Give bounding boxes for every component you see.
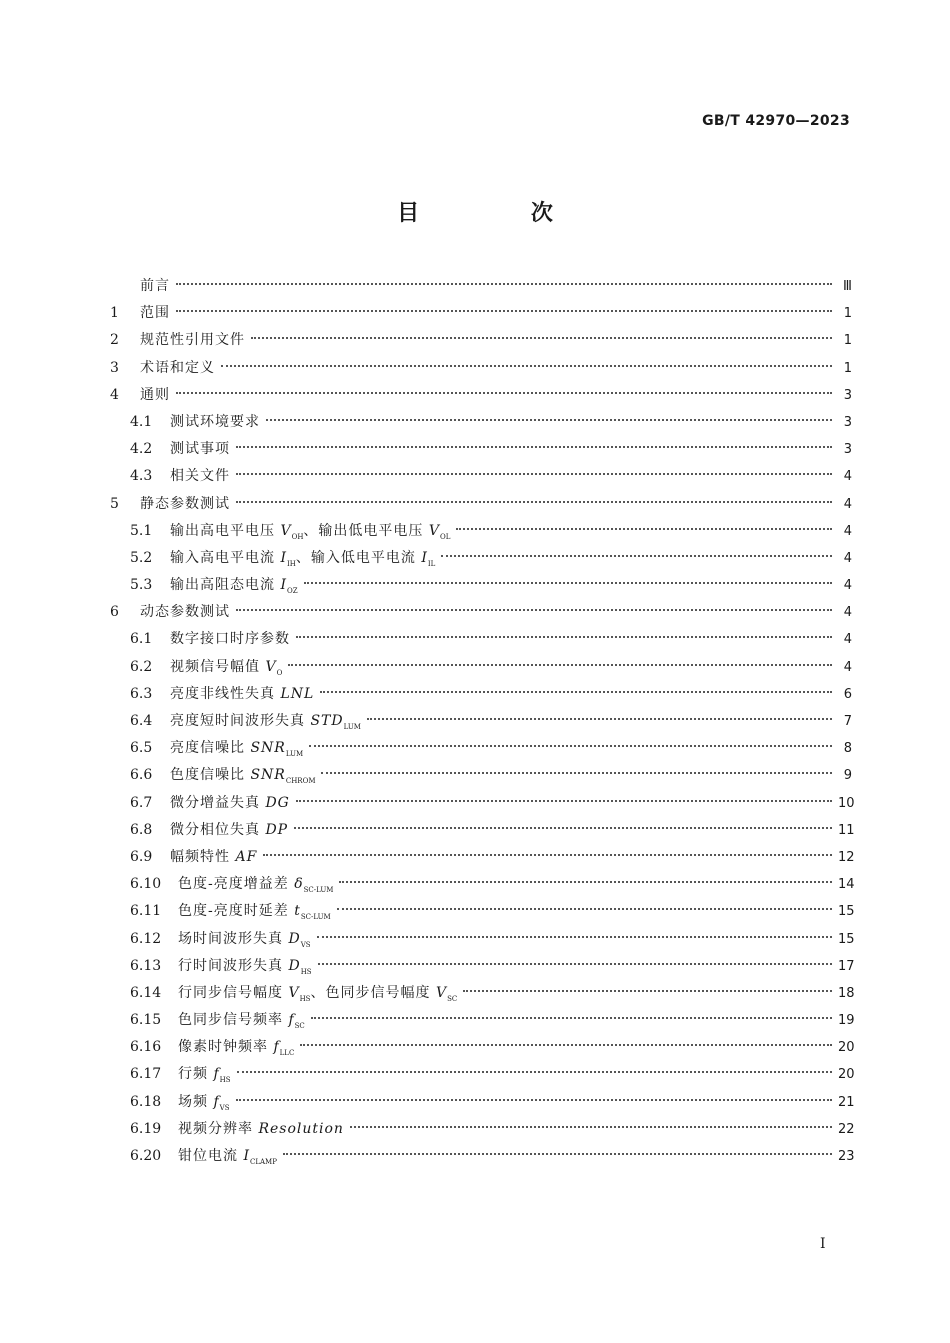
toc-entry[interactable] <box>110 1034 855 1061</box>
toc-entry-symbol: f <box>213 1066 220 1083</box>
toc-entry-number: 5.2 <box>130 549 153 566</box>
toc-entry-page: 4 <box>843 523 852 539</box>
dot-leader <box>176 283 832 285</box>
dot-leader <box>309 745 832 747</box>
dot-leader <box>337 908 832 910</box>
toc-entry[interactable] <box>110 327 852 354</box>
toc-entry-page: 3 <box>843 387 852 403</box>
toc-entry-number: 6.4 <box>130 713 153 729</box>
dot-leader <box>288 664 832 666</box>
toc-entry-number: 4 <box>110 386 119 403</box>
toc-entry-number: 6.2 <box>130 658 153 675</box>
toc-entry-number: 6.5 <box>130 740 153 757</box>
toc-entry-number: 4.2 <box>130 441 153 458</box>
toc-entry-page: 22 <box>838 1121 855 1137</box>
toc-entry-page: 7 <box>843 714 852 729</box>
toc-entry-symbol: Resolution <box>258 1120 344 1137</box>
toc-entry-subscript: O <box>276 668 283 677</box>
toc-entry-page: Ⅲ <box>843 279 852 294</box>
dot-leader <box>463 990 832 992</box>
toc-entry[interactable] <box>110 518 852 545</box>
toc-entry-page: 8 <box>843 741 852 757</box>
toc-entry[interactable] <box>110 273 852 300</box>
toc-entry-text: 行时间波形失真 <box>178 957 289 974</box>
toc-entry-symbol: f <box>288 1012 295 1029</box>
toc-entry-subscript: CHROM <box>285 777 316 786</box>
toc-entry-text: 色度-亮度增益差 <box>178 876 295 893</box>
toc-entry-number: 6.7 <box>130 794 153 811</box>
toc-entry-text: 像素时钟频率 <box>178 1039 274 1056</box>
toc-entry[interactable] <box>110 762 852 789</box>
toc-entry-page: 15 <box>838 904 855 920</box>
toc-entry-number: 6.20 <box>130 1148 162 1164</box>
toc-entry-page: 12 <box>838 849 855 865</box>
toc-entry[interactable] <box>110 572 852 599</box>
toc-entry-symbol: D <box>288 957 301 974</box>
dot-leader <box>283 1153 832 1155</box>
toc-entry-text: 色度-亮度时延差 <box>178 903 295 920</box>
toc-entry[interactable] <box>110 1143 855 1170</box>
toc-entry-page: 4 <box>843 659 852 675</box>
dot-leader <box>304 582 832 584</box>
toc-entry-subscript: SC <box>447 994 458 1003</box>
toc-entry-label <box>170 409 260 436</box>
toc-entry-symbol: SNR <box>250 740 286 757</box>
toc-entry[interactable] <box>110 654 852 681</box>
dot-leader <box>296 636 832 638</box>
toc-entry-subscript: LUM <box>343 722 361 731</box>
toc-entry-text: 视频分辨率 <box>178 1120 259 1137</box>
toc-entry-label <box>140 327 245 354</box>
toc-entry-symbol: LNL <box>280 685 315 702</box>
toc-entry-number: 6.18 <box>130 1093 162 1110</box>
toc-entry-text: 视频信号幅值 <box>170 658 266 675</box>
toc-entry-text: 行频 <box>178 1066 214 1083</box>
toc-entry-text: 范围 <box>140 305 170 322</box>
toc-entry[interactable] <box>110 409 852 436</box>
toc-entry-page: 23 <box>838 1149 855 1164</box>
toc-entry-page: 10 <box>838 795 855 811</box>
toc-entry[interactable] <box>110 1061 855 1088</box>
toc-entry-text: 场时间波形失真 <box>178 930 289 947</box>
toc-entry-label <box>140 491 230 518</box>
toc-entry-symbol: STD <box>310 713 344 729</box>
toc-entry-text: 场频 <box>178 1093 214 1110</box>
toc-entry-text: 色同步信号频率 <box>178 1012 289 1029</box>
toc-entry-symbol: I <box>280 577 287 594</box>
toc-entry-text: 微分相位失真 <box>170 821 266 838</box>
toc-entry[interactable] <box>110 790 855 817</box>
toc-entry-label <box>170 817 288 844</box>
toc-entry-number: 2 <box>110 332 119 349</box>
toc-entry[interactable] <box>110 817 855 844</box>
toc-entry-text: 动态参数测试 <box>140 604 230 621</box>
toc-entry[interactable] <box>110 844 855 871</box>
toc-entry[interactable] <box>110 871 855 898</box>
toc-entry-subscript: VS <box>300 940 311 949</box>
toc-entry-label <box>140 382 170 409</box>
toc-entry-number: 5.3 <box>130 577 153 594</box>
toc-entry-symbol: V <box>435 984 448 1001</box>
toc-entry-page: 4 <box>843 469 852 485</box>
dot-leader <box>367 718 832 720</box>
toc-entry-number: 6.14 <box>130 984 162 1001</box>
toc-entry-text: 术语和定义 <box>140 359 215 376</box>
toc-entry[interactable] <box>110 926 855 953</box>
toc-entry-text: 测试事项 <box>170 441 230 458</box>
toc-entry-number: 6.6 <box>130 767 153 784</box>
toc-entry-text: 、输入低电平电流 <box>295 549 422 566</box>
toc-entry[interactable] <box>110 681 852 708</box>
toc-entry[interactable] <box>110 463 852 490</box>
toc-entry-text: 规范性引用文件 <box>140 332 245 349</box>
dot-leader <box>320 691 832 693</box>
toc-entry-text: 前言 <box>140 278 170 294</box>
toc-entry-text: 钳位电流 <box>178 1148 244 1164</box>
toc-entry-text: 亮度信噪比 <box>170 740 251 757</box>
toc-entry[interactable] <box>110 436 852 463</box>
toc-entry-number: 5.1 <box>130 522 153 539</box>
toc-entry-number: 6.11 <box>130 903 162 920</box>
toc-entry-subscript: IL <box>427 559 436 568</box>
toc-entry-text: 静态参数测试 <box>140 495 230 512</box>
toc-entry-symbol: t <box>294 903 301 920</box>
toc-entry-subscript: SC-LUM <box>303 885 334 894</box>
toc-entry[interactable] <box>110 355 852 382</box>
toc-entry-symbol: I <box>421 549 428 566</box>
toc-entry-number: 5 <box>110 495 119 512</box>
toc-entry-symbol: V <box>265 658 277 675</box>
dot-leader <box>237 1071 832 1073</box>
toc-entry-number: 1 <box>110 305 119 322</box>
toc-entry-page: 15 <box>838 931 855 947</box>
toc-entry[interactable] <box>110 545 852 572</box>
toc-entry-page: 14 <box>838 877 855 893</box>
toc-entry-number: 6.12 <box>130 930 162 947</box>
toc-entry-text: 数字接口时序参数 <box>170 631 290 648</box>
toc-entry-subscript: OH <box>291 532 304 541</box>
toc-entry-page: 4 <box>843 550 852 566</box>
toc-entry-subscript: HS <box>219 1076 231 1085</box>
toc-entry-page: 4 <box>843 632 852 648</box>
toc-entry-page: 4 <box>843 578 852 594</box>
toc-entry-text: 、输出低电平电压 <box>303 522 429 539</box>
dot-leader <box>311 1017 832 1019</box>
dot-leader <box>236 1099 833 1101</box>
toc-entry-text: 行同步信号幅度 <box>178 984 289 1001</box>
toc-entry-label <box>140 300 170 327</box>
toc-entry-text: 亮度非线性失真 <box>170 685 281 702</box>
toc-entry-text: 幅频特性 <box>170 848 236 865</box>
toc-entry-subscript: SC-LUM <box>300 913 331 922</box>
dot-leader <box>350 1126 832 1128</box>
toc-entry-symbol: AF <box>235 848 258 865</box>
toc-entry-symbol: D <box>288 930 301 947</box>
dot-leader <box>441 555 832 557</box>
toc-entry[interactable] <box>110 708 852 735</box>
toc-entry-subscript: HS <box>300 967 312 976</box>
toc-entry[interactable] <box>110 1089 855 1116</box>
dot-leader <box>318 963 832 965</box>
toc-entry[interactable] <box>110 953 855 980</box>
dot-leader <box>321 772 832 774</box>
toc-entry-number: 6.10 <box>130 876 162 893</box>
toc-entry[interactable] <box>110 898 855 925</box>
toc-entry-symbol: SNR <box>250 767 286 784</box>
toc-entry-symbol: δ <box>294 876 304 893</box>
toc-entry-number: 3 <box>110 359 119 376</box>
toc-entry-label <box>178 1116 344 1143</box>
toc-entry[interactable] <box>110 599 852 626</box>
toc-entry-symbol: V <box>288 984 300 1001</box>
toc-entry-symbol: V <box>280 522 292 539</box>
dot-leader <box>296 800 832 802</box>
toc-entry-subscript: SC <box>294 1021 305 1030</box>
toc-entry-label <box>170 626 290 653</box>
dot-leader <box>236 501 832 503</box>
toc-entry-text: 输入高电平电流 <box>170 549 281 566</box>
table-of-contents <box>110 273 855 1170</box>
toc-entry-page: 3 <box>843 442 852 458</box>
toc-entry[interactable] <box>110 735 852 762</box>
toc-entry-number: 4.1 <box>130 413 153 430</box>
toc-entry[interactable] <box>110 491 852 518</box>
dot-leader <box>266 419 832 421</box>
dot-leader <box>236 473 832 475</box>
toc-entry-page: 3 <box>843 414 852 430</box>
toc-entry-subscript: CLAMP <box>249 1157 277 1166</box>
toc-entry-text: 输出高电平电压 <box>170 522 281 539</box>
toc-entry-page: 20 <box>838 1067 855 1083</box>
toc-entry-text: 输出高阻态电流 <box>170 577 281 594</box>
dot-leader <box>236 446 832 448</box>
toc-entry-page: 1 <box>843 333 852 349</box>
toc-entry-page: 9 <box>843 768 852 784</box>
toc-entry-symbol: I <box>280 549 287 566</box>
toc-entry-symbol: I <box>243 1148 250 1164</box>
toc-entry-page: 17 <box>838 958 855 974</box>
toc-entry-text: 色度信噪比 <box>170 767 251 784</box>
toc-entry-number: 6.1 <box>130 631 153 648</box>
toc-entry-subscript: IH <box>286 559 296 568</box>
toc-entry[interactable] <box>110 980 855 1007</box>
toc-entry-symbol: V <box>428 522 440 539</box>
toc-entry-symbol: DG <box>265 794 290 811</box>
toc-entry-label <box>140 355 215 382</box>
toc-entry-number: 6.16 <box>130 1039 162 1056</box>
toc-entry-page: 21 <box>838 1094 855 1110</box>
toc-entry-label <box>170 790 290 817</box>
dot-leader <box>317 936 832 938</box>
toc-entry-label <box>170 844 257 871</box>
toc-entry-number: 6 <box>110 604 119 621</box>
toc-entry[interactable] <box>110 300 852 327</box>
standard-code: GB/T 42970—2023 <box>702 113 850 129</box>
toc-entry[interactable] <box>110 626 852 653</box>
toc-entry-subscript: OZ <box>286 586 298 595</box>
dot-leader <box>300 1044 832 1046</box>
toc-entry-text: 亮度短时间波形失真 <box>170 713 311 729</box>
page-title: 目 次 <box>397 201 605 226</box>
toc-entry-page: 20 <box>838 1040 855 1056</box>
toc-entry-label <box>140 599 230 626</box>
dot-leader <box>176 392 832 394</box>
dot-leader <box>221 365 832 367</box>
toc-entry-page: 1 <box>843 306 852 322</box>
dot-leader <box>176 310 832 312</box>
toc-entry-subscript: LLC <box>279 1049 295 1058</box>
toc-entry-number: 6.3 <box>130 685 153 702</box>
toc-entry-label <box>178 1143 277 1176</box>
toc-entry-text: 、色同步信号幅度 <box>310 984 436 1001</box>
toc-entry-label <box>140 273 170 300</box>
toc-entry-page: 18 <box>838 985 855 1001</box>
toc-entry-text: 测试环境要求 <box>170 413 260 430</box>
toc-entry-page: 4 <box>843 496 852 512</box>
toc-entry[interactable] <box>110 1007 855 1034</box>
toc-entry-subscript: HS <box>299 994 311 1003</box>
toc-entry-number: 6.9 <box>130 848 153 865</box>
toc-entry-page: 1 <box>843 360 852 376</box>
toc-entry-subscript: LUM <box>285 749 304 758</box>
toc-entry-symbol: DP <box>265 821 289 838</box>
toc-entry-symbol: f <box>273 1039 280 1056</box>
toc-entry-text: 微分增益失真 <box>170 794 266 811</box>
toc-entry-number: 6.19 <box>130 1120 162 1137</box>
toc-entry-number: 6.8 <box>130 821 153 838</box>
toc-entry-number: 6.15 <box>130 1012 162 1029</box>
toc-entry-label <box>170 463 230 490</box>
toc-entry-page: 4 <box>843 605 852 621</box>
toc-entry[interactable] <box>110 1116 855 1143</box>
dot-leader <box>339 881 832 883</box>
toc-entry[interactable] <box>110 382 852 409</box>
toc-entry-subscript: VS <box>219 1103 230 1112</box>
toc-entry-page: 11 <box>838 822 855 838</box>
dot-leader <box>251 337 832 339</box>
toc-entry-number: 6.13 <box>130 957 162 974</box>
footer-page-number: I <box>820 1236 826 1252</box>
dot-leader <box>456 528 832 530</box>
toc-entry-number: 6.17 <box>130 1066 162 1083</box>
toc-entry-label <box>170 681 314 708</box>
dot-leader <box>236 609 832 611</box>
toc-entry-page: 19 <box>838 1013 855 1029</box>
toc-entry-number: 4.3 <box>130 468 153 485</box>
toc-entry-text: 相关文件 <box>170 468 230 485</box>
toc-entry-subscript: OL <box>440 532 451 541</box>
toc-entry-page: 6 <box>843 686 852 702</box>
dot-leader <box>294 827 832 829</box>
toc-entry-text: 通则 <box>140 386 170 403</box>
dot-leader <box>263 854 832 856</box>
toc-entry-label <box>170 436 230 463</box>
toc-entry-symbol: f <box>213 1093 220 1110</box>
